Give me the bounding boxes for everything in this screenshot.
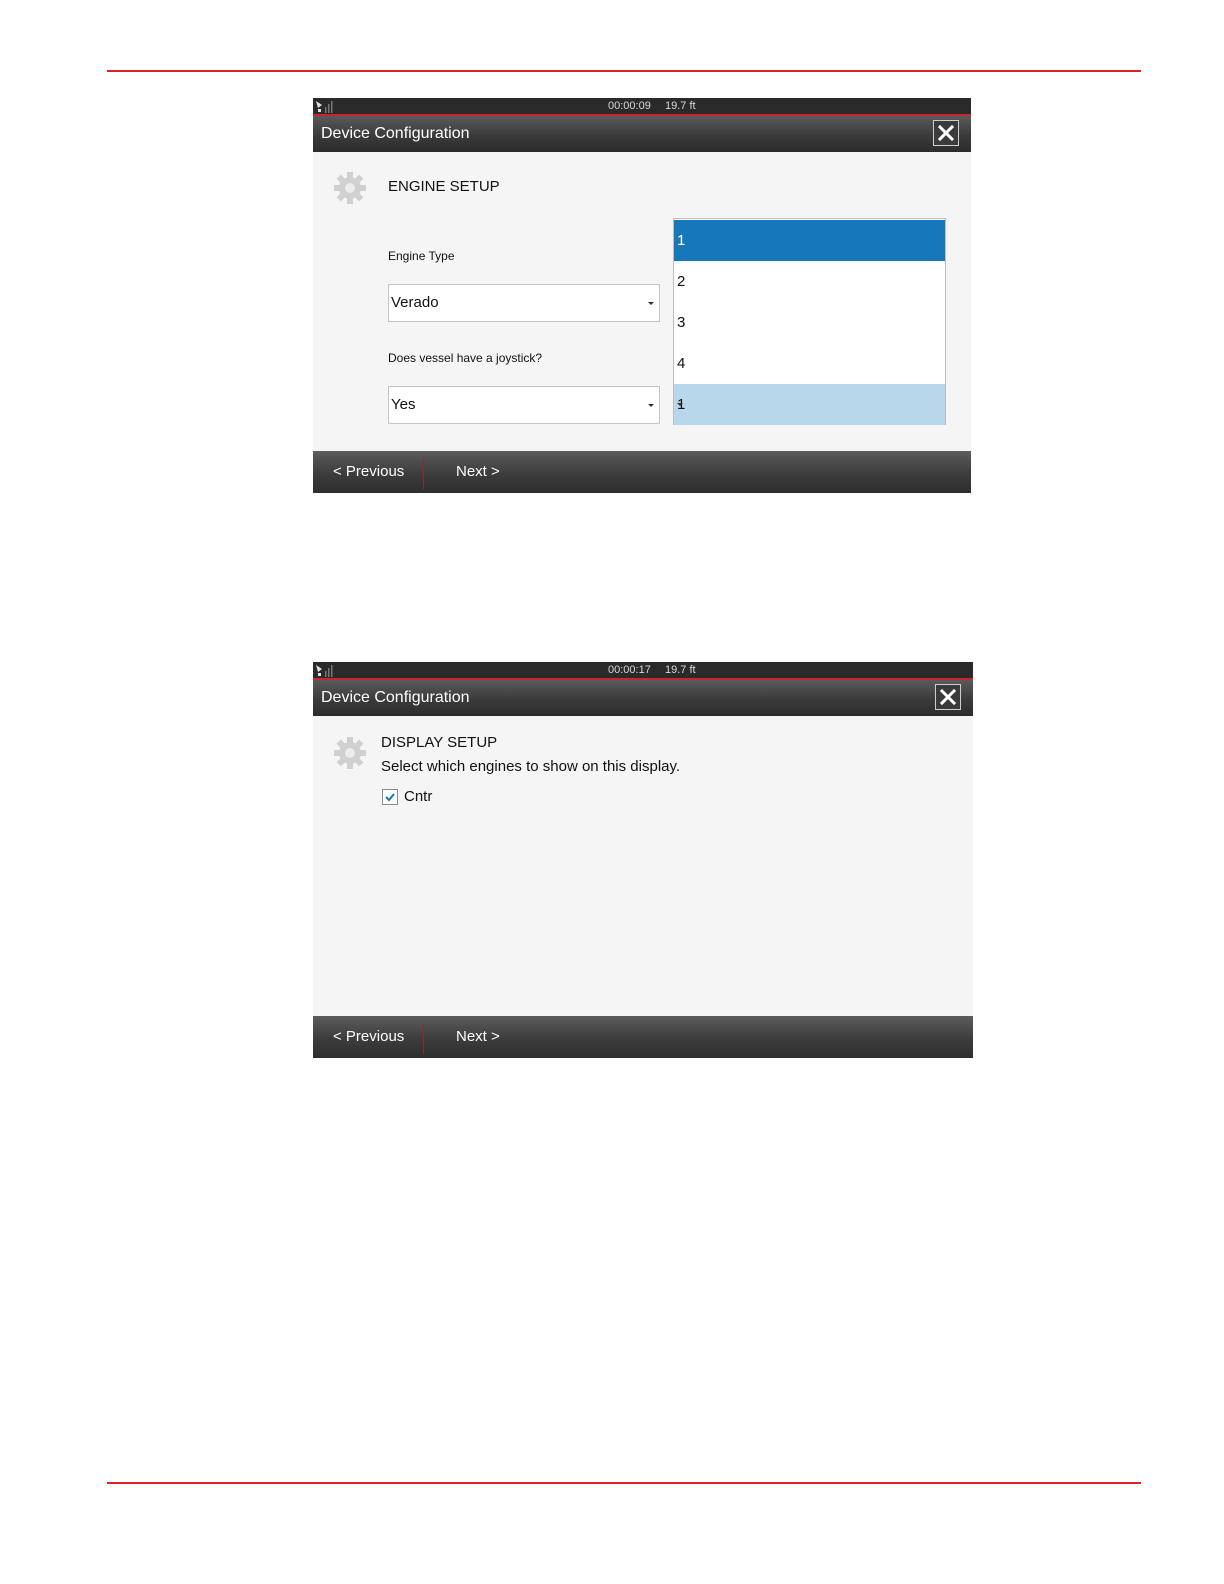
engine-setup-screen: [313, 98, 971, 493]
close-button[interactable]: [935, 684, 961, 710]
section-heading: DISPLAY SETUP: [381, 734, 498, 751]
joystick-value: Yes: [391, 396, 416, 413]
gear-icon: [333, 171, 367, 205]
display-setup-screen: [313, 662, 973, 1058]
caret-down-icon: [677, 403, 683, 406]
section-heading: ENGINE SETUP: [388, 178, 500, 195]
caret-down-icon: [648, 404, 654, 407]
page-top-rule: [107, 70, 1141, 72]
wizard-nav-bar: [313, 451, 971, 493]
status-time: 00:00:09: [608, 100, 651, 112]
engine-type-select[interactable]: [388, 284, 660, 322]
checkmark-icon: [383, 790, 397, 804]
joystick-label: Does vessel have a joystick?: [388, 351, 543, 365]
title-bar: [313, 116, 971, 152]
page-bottom-rule: [107, 1482, 1141, 1484]
close-icon: [934, 121, 958, 145]
engine-count-select[interactable]: 1: [674, 384, 945, 425]
dropdown-option-2[interactable]: 2: [677, 273, 686, 290]
next-button[interactable]: Next >: [456, 463, 500, 480]
previous-button[interactable]: < Previous: [333, 463, 405, 480]
signal-icon: [315, 663, 333, 677]
close-button[interactable]: [933, 120, 959, 146]
nav-divider: [423, 459, 424, 489]
joystick-select[interactable]: [388, 386, 660, 424]
engine-type-label: Engine Type: [388, 249, 455, 263]
title-bar: [313, 680, 973, 716]
nav-divider: [423, 1024, 424, 1054]
section-description: Select which engines to show on this display.: [381, 758, 681, 775]
signal-icon: [315, 99, 333, 113]
gear-icon: [333, 736, 367, 770]
window-title: Device Configuration: [321, 125, 470, 142]
engine-type-value: Verado: [391, 294, 439, 311]
dropdown-option-1[interactable]: 1: [674, 220, 945, 261]
status-time: 00:00:17: [608, 664, 651, 676]
close-icon: [936, 685, 960, 709]
engine-count-dropdown: [673, 218, 946, 425]
engine-checkbox-cntr[interactable]: [382, 789, 398, 805]
next-button[interactable]: Next >: [456, 1028, 500, 1045]
dropdown-option-3[interactable]: 3: [677, 314, 686, 331]
status-depth: 19.7 ft: [665, 100, 696, 112]
status-bar: [313, 98, 971, 116]
window-title: Device Configuration: [321, 689, 470, 706]
caret-down-icon: [648, 302, 654, 305]
wizard-nav-bar: [313, 1016, 973, 1058]
dropdown-option-4[interactable]: 4: [677, 355, 686, 372]
status-depth: 19.7 ft: [665, 664, 696, 676]
status-bar: [313, 662, 973, 680]
previous-button[interactable]: < Previous: [333, 1028, 405, 1045]
engine-checkbox-label: Cntr: [404, 788, 433, 805]
